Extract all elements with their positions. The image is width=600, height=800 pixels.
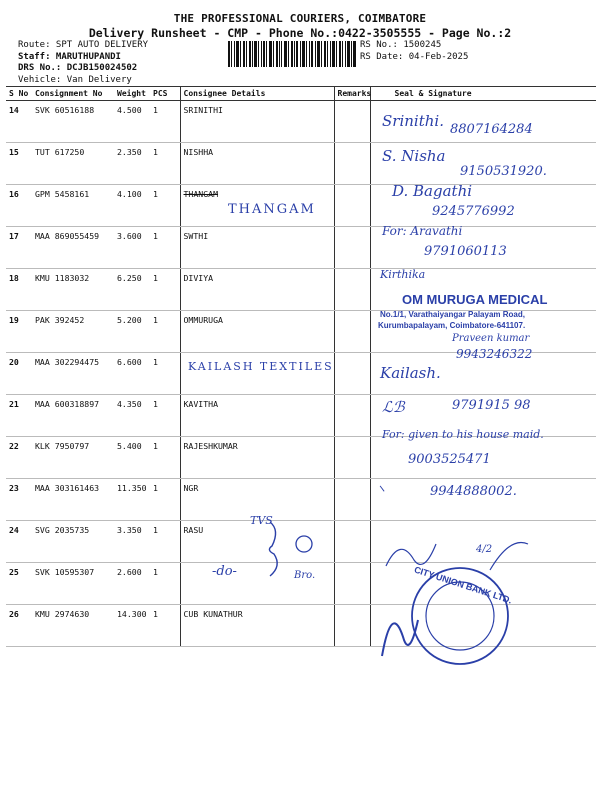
col-consignment: Consignment No — [32, 87, 114, 101]
cell-remarks — [334, 185, 370, 227]
cell-sno: 21 — [6, 395, 32, 437]
sig-row23: ⸌ — [376, 482, 385, 501]
cell-consignment-no: SVK 10595307 — [32, 563, 114, 605]
phone-row23: 9944888002. — [430, 484, 517, 499]
phone-row14: 8807164284 — [450, 122, 533, 137]
cell-consignment-no: TUT 617250 — [32, 143, 114, 185]
cell-pcs: 1 — [150, 605, 180, 647]
vehicle-text: Vehicle: Van Delivery — [18, 74, 132, 85]
sig-row20: Kailash. — [380, 364, 441, 382]
cell-weight: 4.500 — [114, 101, 150, 143]
cell-pcs: 1 — [150, 563, 180, 605]
bank-seal-text: CITY UNION BANK LTD. — [412, 564, 514, 606]
cell-consignee: KAVITHA — [180, 395, 334, 437]
cell-consignee: NISHHA — [180, 143, 334, 185]
phone-row15: 9150531920. — [460, 164, 547, 179]
cell-pcs: 1 — [150, 185, 180, 227]
cell-remarks — [334, 227, 370, 269]
cell-consignee: THANGAM — [180, 185, 334, 227]
cell-consignment-no: MAA 869055459 — [32, 227, 114, 269]
cell-consignment-no: MAA 600318897 — [32, 395, 114, 437]
cell-pcs: 1 — [150, 143, 180, 185]
phone-row22: 9003525471 — [408, 452, 491, 467]
cell-weight: 2.600 — [114, 563, 150, 605]
cell-consignee: NGR — [180, 479, 334, 521]
cell-pcs: 1 — [150, 269, 180, 311]
cell-remarks — [334, 479, 370, 521]
cell-sno: 15 — [6, 143, 32, 185]
stamp-line2-row19: Kurumbapalayam, Coimbatore-641107. — [378, 321, 526, 330]
cell-weight: 6.600 — [114, 353, 150, 395]
meta-left — [18, 40, 148, 86]
cell-consignee — [180, 353, 334, 395]
sig-row16: D. Bagathi — [392, 182, 473, 200]
col-weight: Weight — [114, 87, 150, 101]
rs-date: RS Date: 04-Feb-2025 — [360, 51, 469, 62]
note-row24: TVS — [250, 514, 273, 527]
handwritten-name-row16: THANGAM — [228, 202, 316, 217]
cell-sno: 16 — [6, 185, 32, 227]
num-row25: 4/2 — [476, 544, 493, 555]
cell-weight: 5.200 — [114, 311, 150, 353]
cell-consignment-no: MAA 302294475 — [32, 353, 114, 395]
staff-text: Staff: MARUTHUPANDI — [18, 51, 121, 62]
barcode — [228, 41, 356, 67]
cell-weight: 3.600 — [114, 227, 150, 269]
col-sno: S No — [6, 87, 32, 101]
cell-weight: 11.350 — [114, 479, 150, 521]
sig-row17: For: Aravathi — [382, 224, 463, 238]
cell-weight: 2.350 — [114, 143, 150, 185]
col-remarks: Remarks — [334, 87, 370, 101]
cell-pcs: 1 — [150, 227, 180, 269]
cell-sno: 14 — [6, 101, 32, 143]
cell-sno: 25 — [6, 563, 32, 605]
stamp-line1-row19: No.1/1, Varathaiyangar Palayam Road, — [380, 310, 525, 319]
runsheet-subtitle: Delivery Runsheet - CMP - Phone No.:0422-3505555 - Page No.:2 — [88, 26, 512, 40]
cell-remarks — [334, 563, 370, 605]
col-signature: Seal & Signature — [370, 87, 596, 101]
sig-row14: Srinithi. — [382, 112, 444, 130]
cell-weight: 14.300 — [114, 605, 150, 647]
cell-sno: 24 — [6, 521, 32, 563]
cell-sno: 18 — [6, 269, 32, 311]
sig-row19: Praveen kumar — [452, 333, 530, 344]
stamp-title-row19: OM MURUGA MEDICAL — [402, 292, 548, 307]
cell-consignment-no: KLK 7950797 — [32, 437, 114, 479]
cell-remarks — [334, 395, 370, 437]
cell-remarks — [334, 437, 370, 479]
meta-right — [360, 40, 468, 63]
phone-row17: 9791060113 — [424, 244, 507, 259]
cell-consignment-no: SVK 60516188 — [32, 101, 114, 143]
cell-consignment-no: KMU 1183032 — [32, 269, 114, 311]
cell-remarks — [334, 353, 370, 395]
cell-weight: 3.350 — [114, 521, 150, 563]
cell-consignee: OMMURUGA — [180, 311, 334, 353]
route-text: Route: SPT AUTO DELIVERY — [18, 40, 149, 50]
table-row — [6, 437, 596, 479]
cell-weight: 4.100 — [114, 185, 150, 227]
cell-remarks — [334, 143, 370, 185]
cell-consignment-no: PAK 392452 — [32, 311, 114, 353]
cell-weight: 5.400 — [114, 437, 150, 479]
handwritten-name-row20: KAILASH TEXTILES — [188, 360, 334, 373]
col-consignee: Consignee Details — [180, 87, 334, 101]
drs-text: DRS No.: DCJB150024502 — [18, 63, 138, 73]
cell-sno: 17 — [6, 227, 32, 269]
cell-pcs: 1 — [150, 311, 180, 353]
cell-consignment-no: GPM 5458161 — [32, 185, 114, 227]
cell-pcs: 1 — [150, 479, 180, 521]
ditto-row25: -do- — [212, 564, 237, 579]
cell-remarks — [334, 101, 370, 143]
cell-weight: 6.250 — [114, 269, 150, 311]
cell-pcs: 1 — [150, 521, 180, 563]
cell-sno: 26 — [6, 605, 32, 647]
cell-remarks — [334, 605, 370, 647]
phone-row21: 9791915 98 — [452, 398, 531, 413]
cell-pcs: 1 — [150, 353, 180, 395]
cell-consignee: DIVIYA — [180, 269, 334, 311]
cell-consignee: RAJESHKUMAR — [180, 437, 334, 479]
cell-remarks — [334, 521, 370, 563]
sig-row15: S. Nisha — [382, 147, 446, 165]
cell-sno: 22 — [6, 437, 32, 479]
cell-consignee: RASU — [180, 521, 334, 563]
cell-pcs: 1 — [150, 101, 180, 143]
cell-consignee: CUB KUNATHUR — [180, 605, 334, 647]
cell-remarks — [334, 311, 370, 353]
cell-sno: 23 — [6, 479, 32, 521]
cell-consignee: SWTHI — [180, 227, 334, 269]
company-title: THE PROFESSIONAL COURIERS, COIMBATORE — [173, 12, 427, 25]
col-pcs: PCS — [150, 87, 180, 101]
sig-row18: Kirthika — [380, 268, 426, 281]
rs-number: RS No.: 1500245 — [360, 40, 442, 50]
bro-row25: Bro. — [294, 570, 316, 581]
sig-row22: For: given to his house maid. — [382, 428, 544, 441]
cell-consignment-no: KMU 2974630 — [32, 605, 114, 647]
phone-row16: 9245776992 — [432, 204, 515, 219]
cell-sno: 20 — [6, 353, 32, 395]
cell-weight: 4.350 — [114, 395, 150, 437]
cell-pcs: 1 — [150, 395, 180, 437]
cell-consignment-no: MAA 303161463 — [32, 479, 114, 521]
table-row — [6, 227, 596, 269]
sig-row21: ℒℬ — [382, 398, 405, 416]
cell-consignment-no: SVG 2035735 — [32, 521, 114, 563]
cell-consignee: SRINITHI — [180, 101, 334, 143]
cell-pcs: 1 — [150, 437, 180, 479]
cell-remarks — [334, 269, 370, 311]
phone-row19: 9943246322 — [456, 347, 533, 361]
cell-sno: 19 — [6, 311, 32, 353]
table-header-row — [6, 87, 596, 101]
